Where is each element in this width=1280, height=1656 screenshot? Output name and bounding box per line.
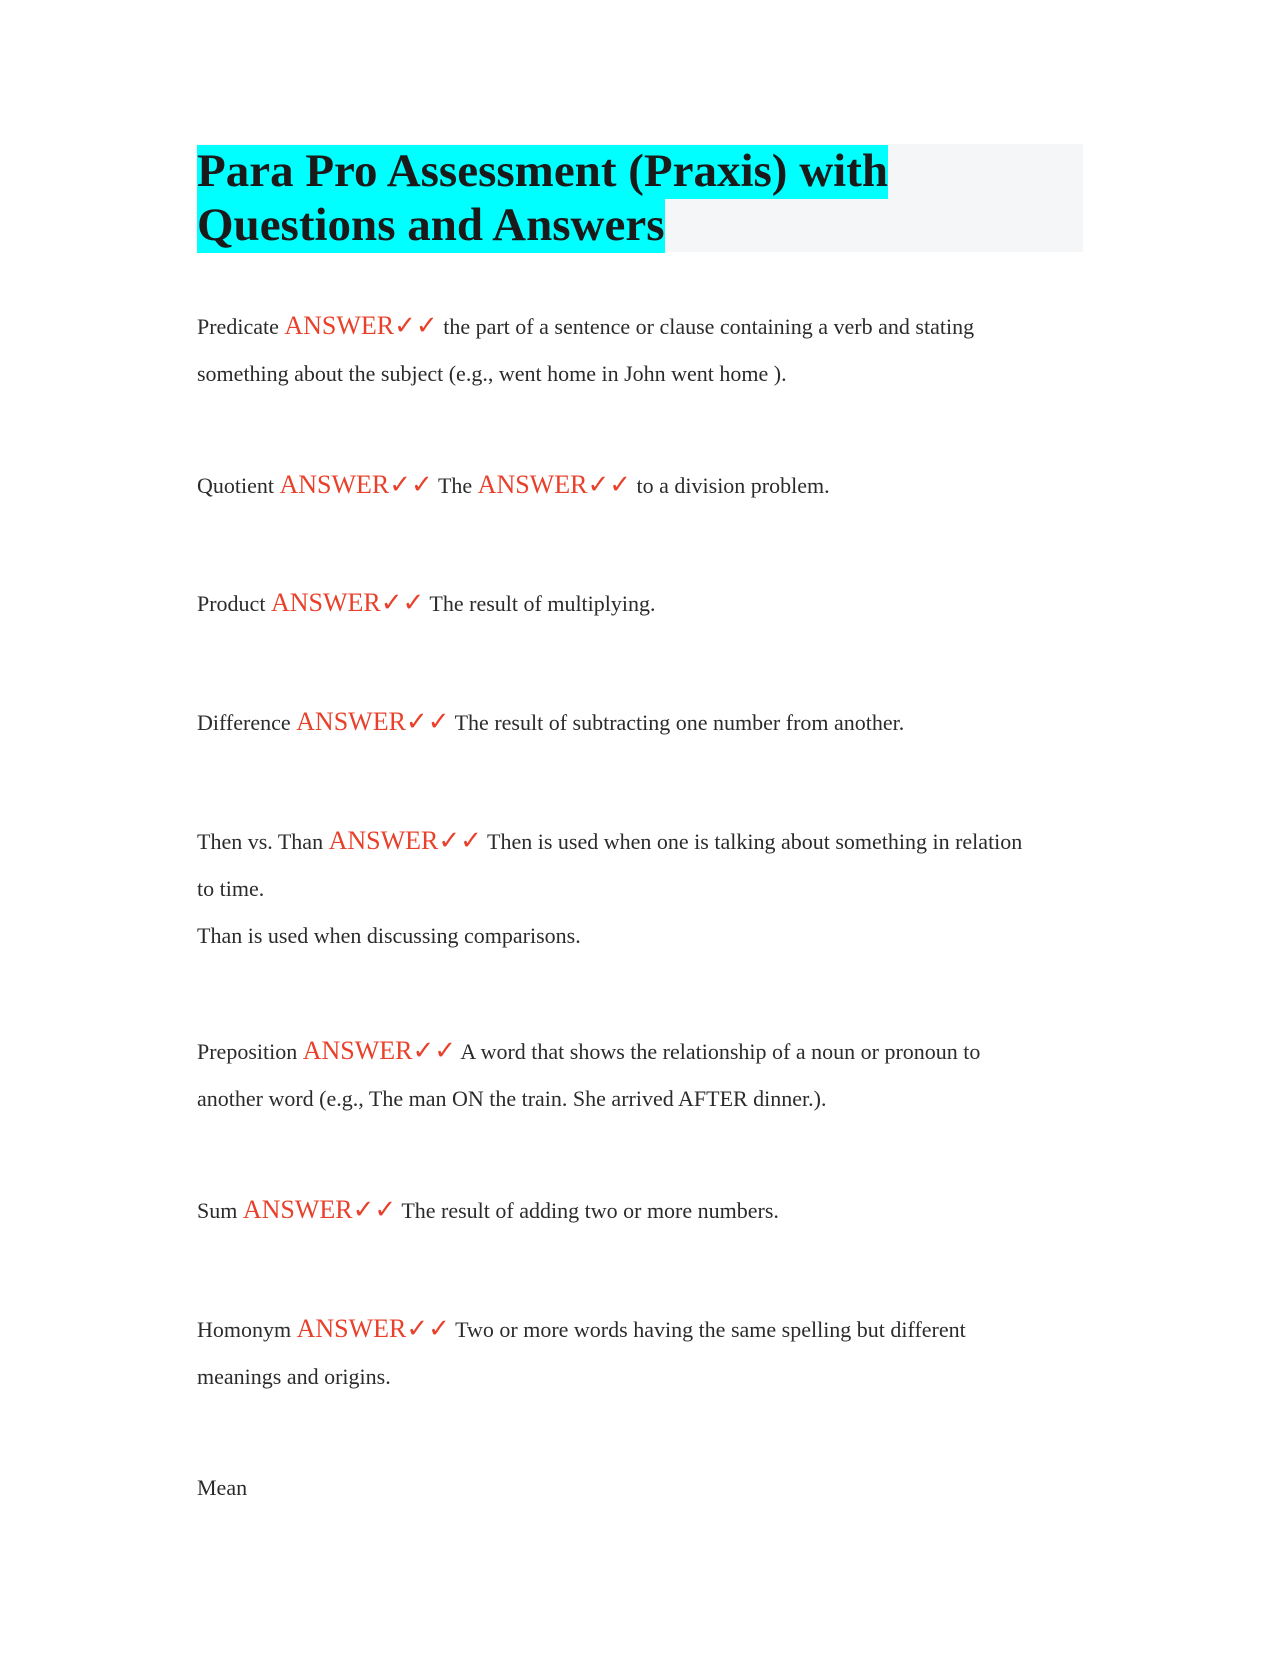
answer-label: ANSWER✓✓	[270, 588, 425, 617]
answer-label-inline: ANSWER✓✓	[477, 470, 632, 499]
entry-then-vs-than	[197, 817, 1087, 959]
entry-predicate	[197, 302, 1087, 397]
entry-term: Predicate	[197, 314, 279, 339]
entry-term: Sum	[197, 1198, 238, 1223]
entry-difference	[197, 698, 1087, 746]
entry-term: Homonym	[197, 1317, 292, 1342]
entry-definition-continued: something about the subject (e.g., went home in John went home ).	[197, 361, 787, 386]
entry-term: Preposition	[197, 1039, 298, 1064]
answer-label: ANSWER✓✓	[242, 1195, 397, 1224]
entry-definition-continued: another word (e.g., The man ON the train. She arrived AFTER dinner.).	[197, 1086, 827, 1111]
entry-definition: The result of adding two or more numbers.	[401, 1198, 779, 1223]
entry-definition: Two or more words having the same spelling but different	[455, 1317, 966, 1342]
entry-product	[197, 579, 1087, 627]
entry-definition: the part of a sentence or clause containing a verb and stating	[443, 314, 975, 339]
answer-label: ANSWER✓✓	[284, 311, 438, 340]
entry-definition-continued: meanings and origins.	[197, 1364, 391, 1389]
entry-term: Difference	[197, 710, 291, 735]
entry-definition-extra: Than is used when discussing comparisons.	[197, 923, 581, 948]
entry-quotient	[197, 461, 1087, 509]
entry-term: Then vs. Than	[197, 829, 324, 854]
answer-label: ANSWER✓✓	[302, 1036, 457, 1065]
title-line-1: Para Pro Assessment (Praxis) with	[197, 145, 888, 197]
entry-definition: The result of subtracting one number from another.	[454, 710, 905, 735]
entry-preposition	[197, 1027, 1087, 1122]
entry-homonym	[197, 1305, 1087, 1400]
entry-sum	[197, 1186, 1087, 1234]
entry-definition-continued: to a division problem.	[636, 473, 830, 498]
answer-label: ANSWER✓✓	[279, 470, 433, 499]
title-line-2: Questions and Answers	[197, 199, 665, 251]
answer-label: ANSWER✓✓	[296, 707, 450, 736]
entry-term: Product	[197, 591, 266, 616]
answer-label: ANSWER✓✓	[328, 826, 482, 855]
title-block	[197, 144, 1083, 252]
entry-definition: Then is used when one is talking about something in relation	[487, 829, 1023, 854]
entry-definition: The result of multiplying.	[429, 591, 656, 616]
entry-term: Mean	[197, 1475, 248, 1500]
answer-label: ANSWER✓✓	[296, 1314, 450, 1343]
entry-definition: A word that shows the relationship of a noun or pronoun to	[460, 1039, 981, 1064]
entry-definition: The	[437, 473, 473, 498]
document-title	[197, 144, 1083, 252]
entry-definition-continued: to time.	[197, 876, 265, 901]
entry-mean	[197, 1464, 1087, 1511]
entry-term: Quotient	[197, 473, 274, 498]
